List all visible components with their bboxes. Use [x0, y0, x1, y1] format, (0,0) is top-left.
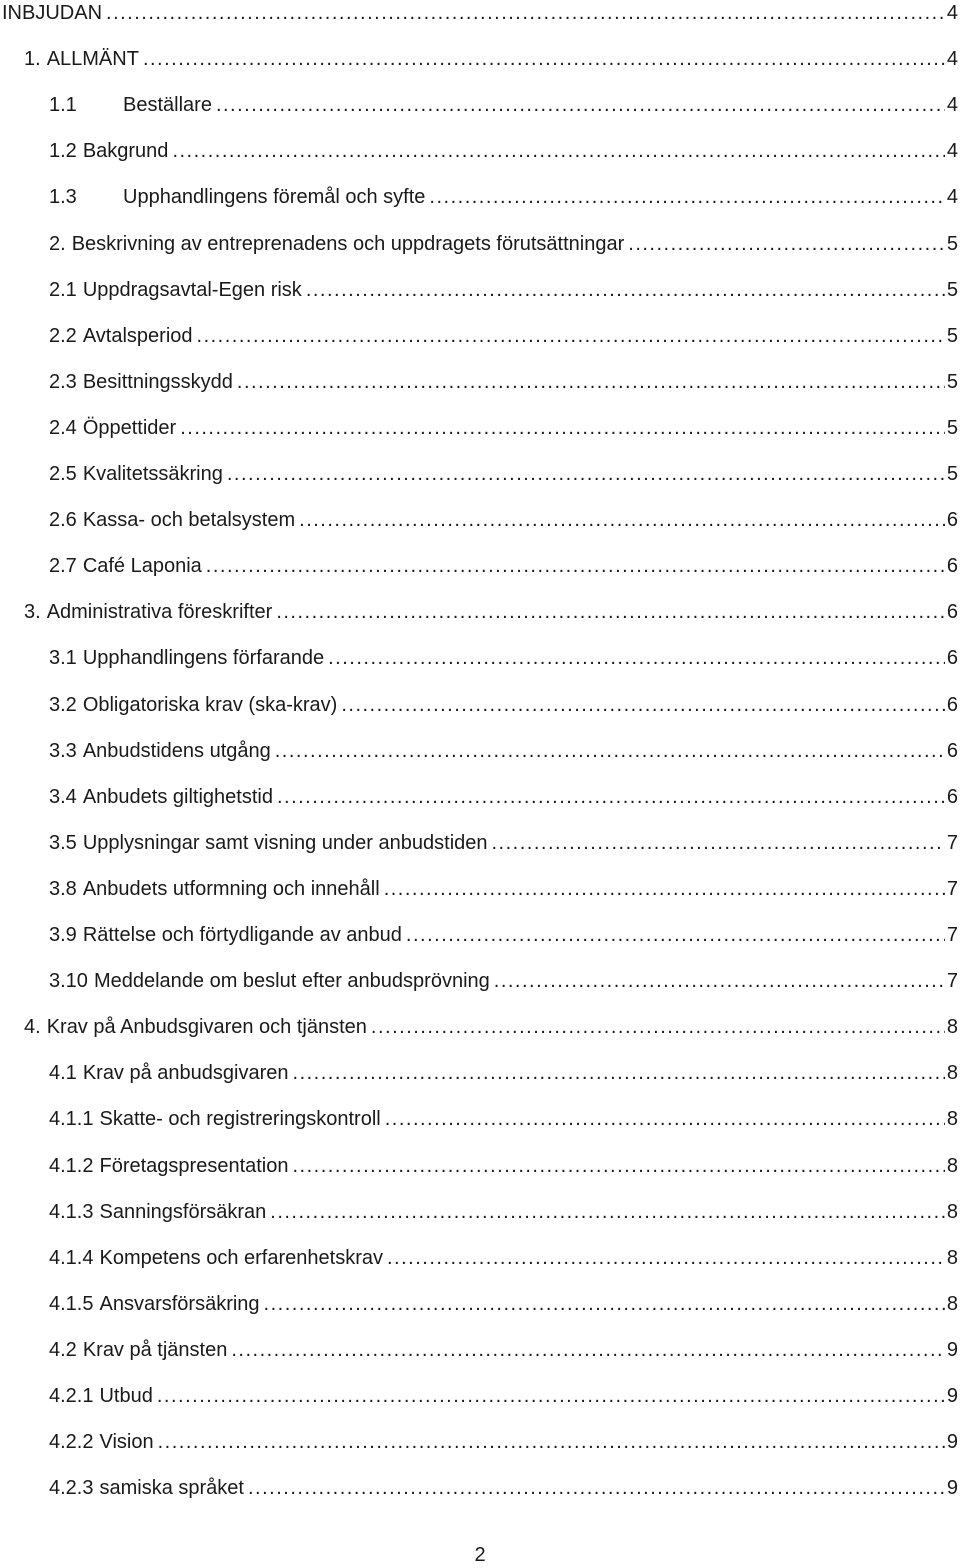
toc-entry-page: 6 — [946, 739, 958, 762]
toc-entry-title: Krav på Anbudsgivaren och tjänsten — [46, 1016, 367, 1039]
toc-entry-number: 2. — [49, 232, 66, 255]
toc-entry-page: 6 — [946, 785, 958, 808]
toc-entry-number: 3.1 — [49, 647, 77, 670]
toc-entry[interactable] — [49, 1058, 960, 1088]
toc-entry-page: 7 — [946, 831, 958, 854]
toc-entry-page: 8 — [946, 1154, 958, 1177]
toc-entry-page: 7 — [946, 877, 958, 900]
toc-entry-page: 6 — [946, 601, 958, 624]
toc-entry-number: 1.1 — [49, 94, 77, 117]
toc-entry[interactable] — [49, 690, 960, 720]
toc-entry[interactable] — [49, 828, 960, 858]
toc-dot-leader — [299, 505, 945, 535]
toc-dot-leader — [143, 44, 945, 74]
toc-entry-number: 2.4 — [49, 416, 77, 439]
toc-entry-number: 1. — [24, 48, 41, 71]
toc-entry-number: 4.2.2 — [49, 1431, 94, 1454]
toc-entry-number: 3.9 — [49, 924, 77, 946]
toc-entry-number: 4.1 — [49, 1062, 77, 1085]
toc-entry-title: Administrativa föreskrifter — [46, 601, 273, 624]
toc-entry[interactable] — [24, 597, 960, 627]
toc-entry-number: 4.1.1 — [49, 1108, 94, 1131]
toc-dot-leader — [157, 1381, 945, 1411]
toc-entry[interactable] — [49, 182, 960, 212]
toc-entry-title: Anbudstidens utgång — [82, 739, 271, 762]
toc-entry-number: 4.2.1 — [49, 1385, 94, 1407]
toc-entry-page: 8 — [946, 1016, 958, 1039]
toc-entry[interactable] — [49, 90, 960, 120]
toc-entry-title: Krav på tjänsten — [82, 1338, 228, 1361]
toc-entry-number: 4.2.3 — [49, 1477, 94, 1500]
toc-entry-page: 4 — [946, 94, 958, 117]
toc-entry-number: 4.2 — [49, 1338, 77, 1361]
toc-entry-title: Beställare — [123, 94, 212, 117]
toc-entry-title: Krav på anbudsgivaren — [82, 1062, 289, 1085]
toc-entry[interactable] — [49, 736, 960, 766]
toc-dot-leader — [158, 1427, 945, 1457]
toc-entry-page: 5 — [946, 416, 958, 439]
toc-dot-leader — [237, 367, 945, 397]
toc-entry-page: 4 — [946, 2, 958, 24]
toc-entry-title: Bakgrund — [82, 140, 169, 163]
toc-entry-number: 2.1 — [49, 278, 77, 301]
toc-entry-page: 5 — [946, 324, 958, 347]
toc-entry[interactable] — [49, 1104, 960, 1134]
toc-entry-page: 5 — [946, 463, 958, 485]
toc-dot-leader — [197, 321, 945, 351]
toc-dot-leader — [216, 90, 945, 120]
toc-entry-title: Utbud — [99, 1385, 153, 1407]
toc-dot-leader — [387, 1243, 945, 1273]
toc-entry-title: Kompetens och erfarenhetskrav — [99, 1246, 383, 1269]
toc-dot-leader — [293, 1058, 945, 1088]
toc-entry-page: 6 — [946, 509, 958, 532]
toc-entry[interactable] — [49, 1151, 960, 1181]
toc-dot-leader — [180, 413, 945, 443]
toc-entry-number: 3.2 — [49, 693, 77, 716]
toc-entry-page: 8 — [946, 1292, 958, 1315]
toc-dot-leader — [628, 229, 945, 259]
toc-entry-title: Öppettider — [82, 416, 177, 439]
toc-entry[interactable] — [24, 1012, 960, 1042]
toc-entry-number: 2.2 — [49, 324, 77, 347]
toc-entry-page: 4 — [946, 140, 958, 163]
toc-entry-number: 4.1.2 — [49, 1154, 94, 1177]
toc-dot-leader — [384, 874, 945, 904]
toc-dot-leader — [275, 736, 945, 766]
toc-dot-leader — [227, 459, 945, 489]
toc-entry-page: 4 — [946, 48, 958, 71]
toc-entry-number: 3.5 — [49, 831, 77, 854]
toc-entry[interactable] — [24, 44, 960, 74]
toc-entry[interactable] — [49, 782, 960, 812]
toc-entry-number: 4.1.4 — [49, 1246, 94, 1269]
toc-entry[interactable] — [49, 413, 960, 443]
toc-entry-title: Anbudets giltighetstid — [82, 785, 273, 808]
toc-entry-page: 7 — [946, 924, 958, 946]
toc-entry-number: 3.4 — [49, 785, 77, 808]
toc-entry-page: 8 — [946, 1200, 958, 1223]
toc-dot-leader — [328, 643, 945, 673]
toc-entry-page: 5 — [946, 232, 958, 255]
toc-entry-title: Rättelse och förtydligande av anbud — [82, 924, 402, 946]
toc-entry-title: Kvalitetssäkring — [82, 463, 223, 485]
toc-entry-title: Uppdragsavtal-Egen risk — [82, 278, 302, 301]
toc-entry[interactable] — [49, 1473, 960, 1503]
toc-dot-leader — [492, 828, 945, 858]
toc-entry-title: Upphandlingens föremål och syfte — [123, 186, 426, 209]
toc-entry[interactable] — [49, 505, 960, 535]
toc-entry[interactable] — [49, 874, 960, 904]
toc-entry-number: 3.3 — [49, 739, 77, 762]
toc-entry-number: 1.3 — [49, 186, 77, 209]
toc-dot-leader — [106, 0, 945, 28]
toc-entry-number: 2.3 — [49, 370, 77, 393]
toc-entry-number: 4.1.5 — [49, 1292, 94, 1315]
toc-entry-number: 1.2 — [49, 140, 77, 163]
toc-dot-leader — [371, 1012, 945, 1042]
toc-entry-number: 3.10 — [49, 970, 88, 993]
toc-entry-page: 4 — [946, 186, 958, 209]
toc-dot-leader — [494, 966, 945, 996]
toc-entry[interactable] — [49, 1289, 960, 1319]
toc-entry-page: 9 — [946, 1385, 958, 1407]
toc-entry-title: Kassa- och betalsystem — [82, 509, 296, 532]
toc-entry-page: 6 — [946, 693, 958, 716]
toc-entry-page: 7 — [946, 970, 958, 993]
toc-entry-title: ALLMÄNT — [46, 48, 139, 71]
toc-entry-page: 8 — [946, 1246, 958, 1269]
toc-entry-title: Företagspresentation — [99, 1154, 289, 1177]
toc-entry[interactable] — [49, 643, 960, 673]
toc-entry-number: 4. — [24, 1016, 41, 1039]
toc-entry[interactable] — [2, 0, 960, 28]
toc-entry[interactable] — [49, 966, 960, 996]
toc-entry-page: 6 — [946, 647, 958, 670]
toc-entry[interactable] — [49, 920, 960, 950]
toc-dot-leader — [293, 1151, 945, 1181]
toc-entry-title: Meddelande om beslut efter anbudsprövning — [93, 970, 490, 993]
toc-entry-title: Sanningsförsäkran — [99, 1200, 267, 1223]
toc-dot-leader — [429, 182, 944, 212]
toc-entry-page: 9 — [946, 1338, 958, 1361]
toc-entry[interactable] — [49, 136, 960, 166]
toc-entry-page: 5 — [946, 278, 958, 301]
toc-entry[interactable] — [49, 1197, 960, 1227]
toc-entry-number: 2.5 — [49, 463, 77, 485]
toc-entry-title: Ansvarsförsäkring — [99, 1292, 260, 1315]
toc-dot-leader — [276, 597, 945, 627]
toc-entry-page: 5 — [946, 370, 958, 393]
toc-entry-page: 6 — [946, 555, 958, 578]
toc-entry-number: 2.7 — [49, 555, 77, 578]
toc-entry-page: 8 — [946, 1062, 958, 1085]
toc-dot-leader — [264, 1289, 945, 1319]
toc-entry[interactable] — [49, 1243, 960, 1273]
toc-dot-leader — [172, 136, 944, 166]
toc-entry-number: 3. — [24, 601, 41, 624]
toc-entry-title: Upplysningar samt visning under anbudstiden — [82, 831, 488, 854]
toc-entry[interactable] — [49, 275, 960, 305]
toc-entry-title: Avtalsperiod — [82, 324, 193, 347]
toc-entry[interactable] — [49, 459, 960, 489]
toc-entry[interactable] — [49, 1381, 960, 1411]
toc-entry-title: samiska språket — [99, 1477, 244, 1500]
toc-entry[interactable] — [49, 367, 960, 397]
toc-entry[interactable] — [49, 1335, 960, 1365]
toc-entry-title: Upphandlingens förfarande — [82, 647, 325, 670]
toc-entry-page: 8 — [946, 1108, 958, 1131]
toc-entry-title: Beskrivning av entreprenadens och uppdragets förutsättningar — [71, 232, 625, 255]
toc-entry-title: Skatte- och registreringskontroll — [99, 1108, 381, 1131]
toc-entry-title: Café Laponia — [82, 555, 202, 578]
page-number: 2 — [474, 1544, 486, 1566]
toc-entry-title: Besittningsskydd — [82, 370, 233, 393]
toc-dot-leader — [406, 920, 945, 950]
toc-entry-title: Vision — [99, 1431, 154, 1454]
toc-entry-title: Anbudets utformning och innehåll — [82, 877, 380, 900]
toc-dot-leader — [341, 690, 945, 720]
toc-entry-number: 2.6 — [49, 509, 77, 532]
toc-entry[interactable] — [49, 1427, 960, 1457]
toc-dot-leader — [385, 1104, 945, 1134]
toc-entry[interactable] — [49, 321, 960, 351]
toc-entry[interactable] — [49, 229, 960, 259]
toc-dot-leader — [277, 782, 945, 812]
toc-dot-leader — [231, 1335, 945, 1365]
toc-entry[interactable] — [49, 551, 960, 581]
toc-entry-title: Obligatoriska krav (ska-krav) — [82, 693, 338, 716]
toc-entry-page: 9 — [946, 1431, 958, 1454]
toc-entry-title: INBJUDAN — [2, 2, 103, 24]
toc-entry-number: 4.1.3 — [49, 1200, 94, 1223]
toc-entry-page: 9 — [946, 1477, 958, 1500]
toc-dot-leader — [270, 1197, 945, 1227]
toc-dot-leader — [248, 1473, 945, 1503]
toc-entry-number: 3.8 — [49, 877, 77, 900]
toc-dot-leader — [306, 275, 945, 305]
toc-dot-leader — [206, 551, 945, 581]
